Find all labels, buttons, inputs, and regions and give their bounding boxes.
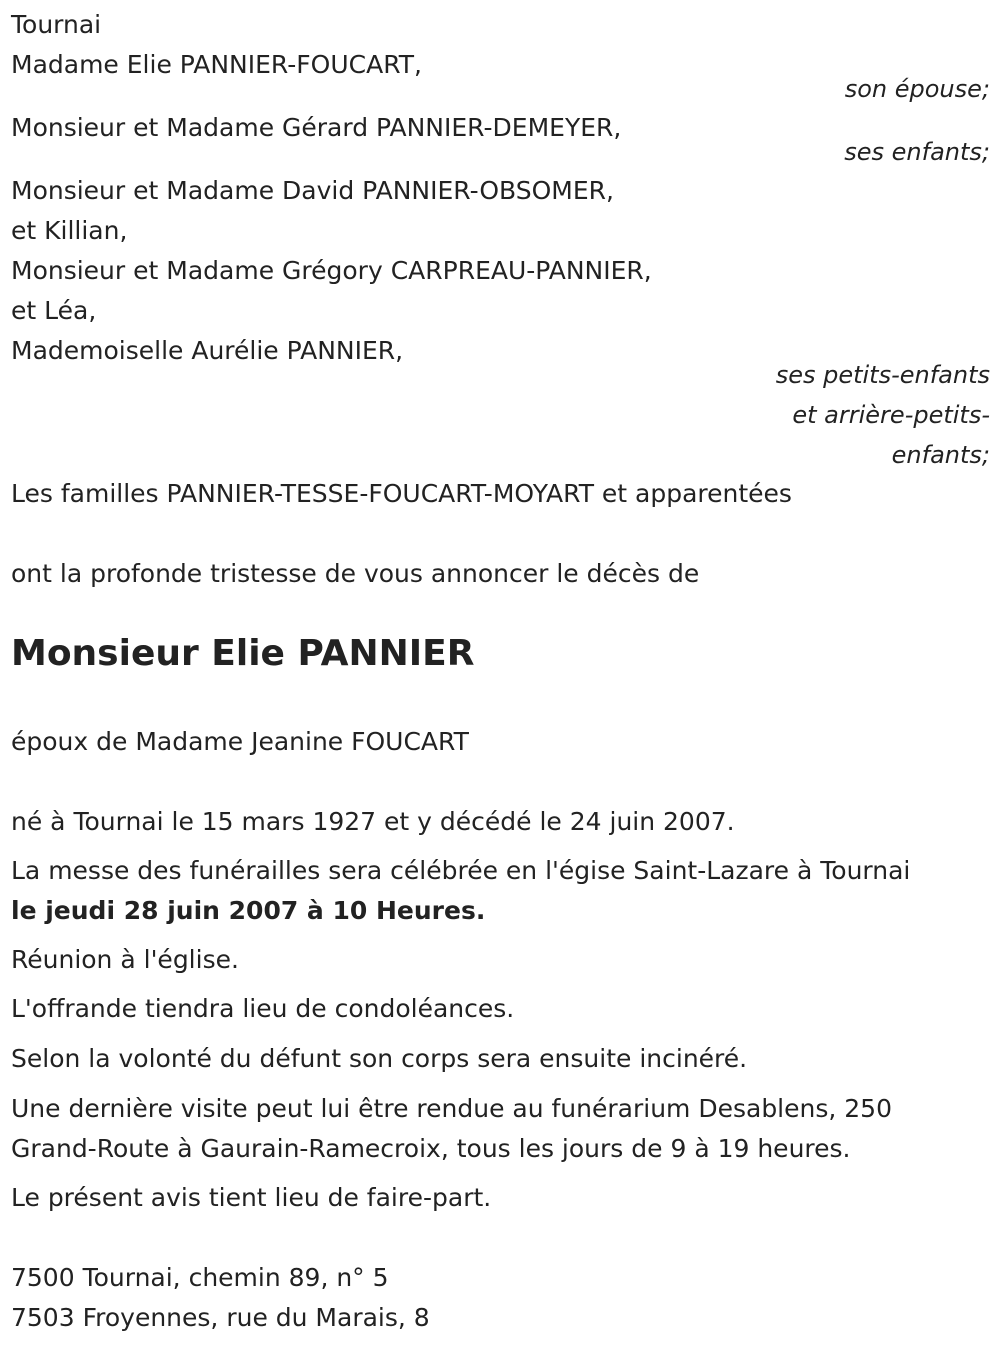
- spouse-line: époux de Madame Jeanine FOUCART: [11, 727, 469, 756]
- children-role: ses enfants;: [844, 138, 990, 166]
- grandchild-line: Monsieur et Madame David PANNIER-OBSOMER,: [11, 176, 614, 205]
- grandchildren-role-line: et arrière-petits-: [792, 401, 990, 429]
- grandchild-line: Monsieur et Madame Grégory CARPREAU-PANNIER,: [11, 256, 652, 285]
- grandchild-line: et Léa,: [11, 296, 97, 325]
- grandchildren-role-line: enfants;: [891, 441, 990, 469]
- grandchildren-role-line: ses petits-enfants: [775, 361, 990, 389]
- visit-line: Grand-Route à Gaurain-Ramecroix, tous les jours de 9 à 19 heures.: [11, 1134, 851, 1163]
- mass-date: le jeudi 28 juin 2007 à 10 Heures.: [11, 896, 486, 925]
- meeting-line: Réunion à l'église.: [11, 945, 239, 974]
- offering-line: L'offrande tiendra lieu de condoléances.: [11, 994, 515, 1023]
- announcement-line: ont la profonde tristesse de vous annoncer le décès de: [11, 559, 700, 588]
- families-line: Les familles PANNIER-TESSE-FOUCART-MOYART et apparentées: [11, 479, 792, 508]
- cremation-line: Selon la volonté du défunt son corps sera ensuite incinéré.: [11, 1044, 748, 1073]
- address-line: 7500 Tournai, chemin 89, n° 5: [11, 1263, 389, 1292]
- wife-role: son épouse;: [844, 75, 990, 103]
- deceased-name: Monsieur Elie PANNIER: [11, 633, 475, 674]
- notice-line: Le présent avis tient lieu de faire-part.: [11, 1183, 492, 1212]
- child-name: Monsieur et Madame Gérard PANNIER-DEMEYER,: [11, 113, 622, 142]
- address-line: 7503 Froyennes, rue du Marais, 8: [11, 1303, 430, 1332]
- grandchild-line: et Killian,: [11, 216, 128, 245]
- visit-line: Une dernière visite peut lui être rendue au funérarium Desablens, 250: [11, 1094, 892, 1123]
- mass-line: La messe des funérailles sera célébrée en l'égise Saint-Lazare à Tournai: [11, 856, 911, 885]
- wife-name: Madame Elie PANNIER-FOUCART,: [11, 50, 422, 79]
- birth-death-dates: né à Tournai le 15 mars 1927 et y décédé le 24 juin 2007.: [11, 807, 735, 836]
- grandchild-line: Mademoiselle Aurélie PANNIER,: [11, 336, 404, 365]
- header-city: Tournai: [11, 10, 102, 39]
